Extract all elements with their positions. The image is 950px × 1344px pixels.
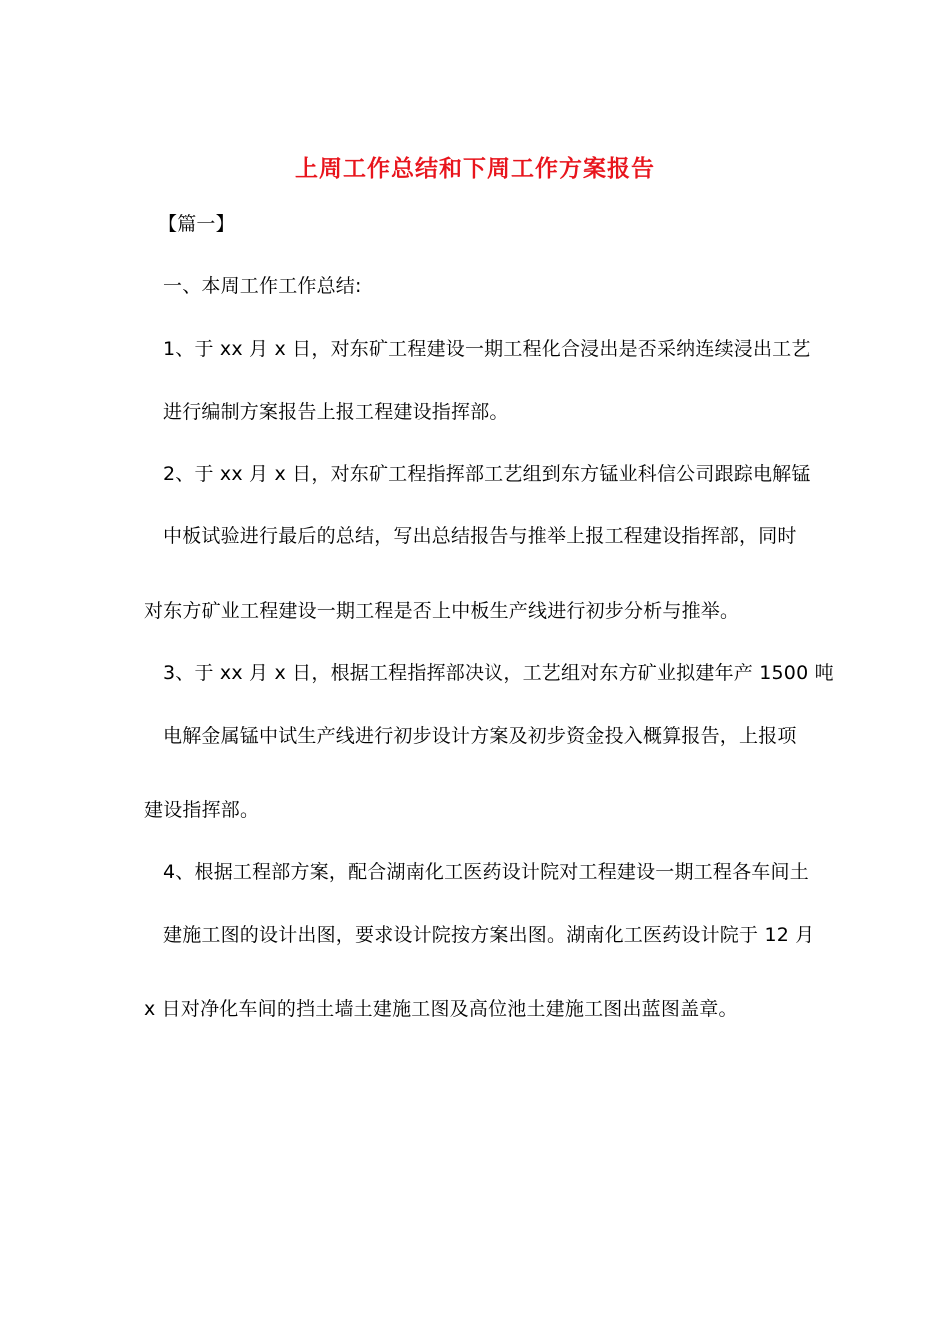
part-label: 【篇一】: [158, 213, 235, 235]
item-1-line-1: 1、于 xx 月 x 日，对东矿工程建设一期工程化合浸出是否采纳连续浸出工艺: [163, 338, 811, 360]
item-4-line-2: 建施工图的设计出图，要求设计院按方案出图。湖南化工医药设计院于 12 月: [163, 924, 815, 946]
section-heading: 一、本周工作工作总结:: [163, 275, 362, 297]
item-1-line-2: 进行编制方案报告上报工程建设指挥部。: [163, 401, 509, 423]
item-3-line-2: 电解金属锰中试生产线进行初步设计方案及初步资金投入概算报告，上报项: [163, 725, 797, 747]
item-4-line-1: 4、根据工程部方案，配合湖南化工医药设计院对工程建设一期工程各车间土: [163, 861, 809, 883]
item-4-line-3: x 日对净化车间的挡土墙土建施工图及高位池土建施工图出蓝图盖章。: [144, 998, 738, 1020]
item-3-line-3: 建设指挥部。: [144, 799, 260, 821]
document-title: 上周工作总结和下周工作方案报告: [295, 156, 655, 182]
item-2-line-2: 中板试验进行最后的总结，写出总结报告与推举上报工程建设指挥部，同时: [163, 525, 797, 547]
item-2-line-1: 2、于 xx 月 x 日，对东矿工程指挥部工艺组到东方锰业科信公司跟踪电解锰: [163, 463, 811, 485]
item-3-line-1: 3、于 xx 月 x 日，根据工程指挥部决议，工艺组对东方矿业拟建年产 1500 吨: [163, 662, 834, 684]
item-2-line-3: 对东方矿业工程建设一期工程是否上中板生产线进行初步分析与推举。: [144, 600, 740, 622]
